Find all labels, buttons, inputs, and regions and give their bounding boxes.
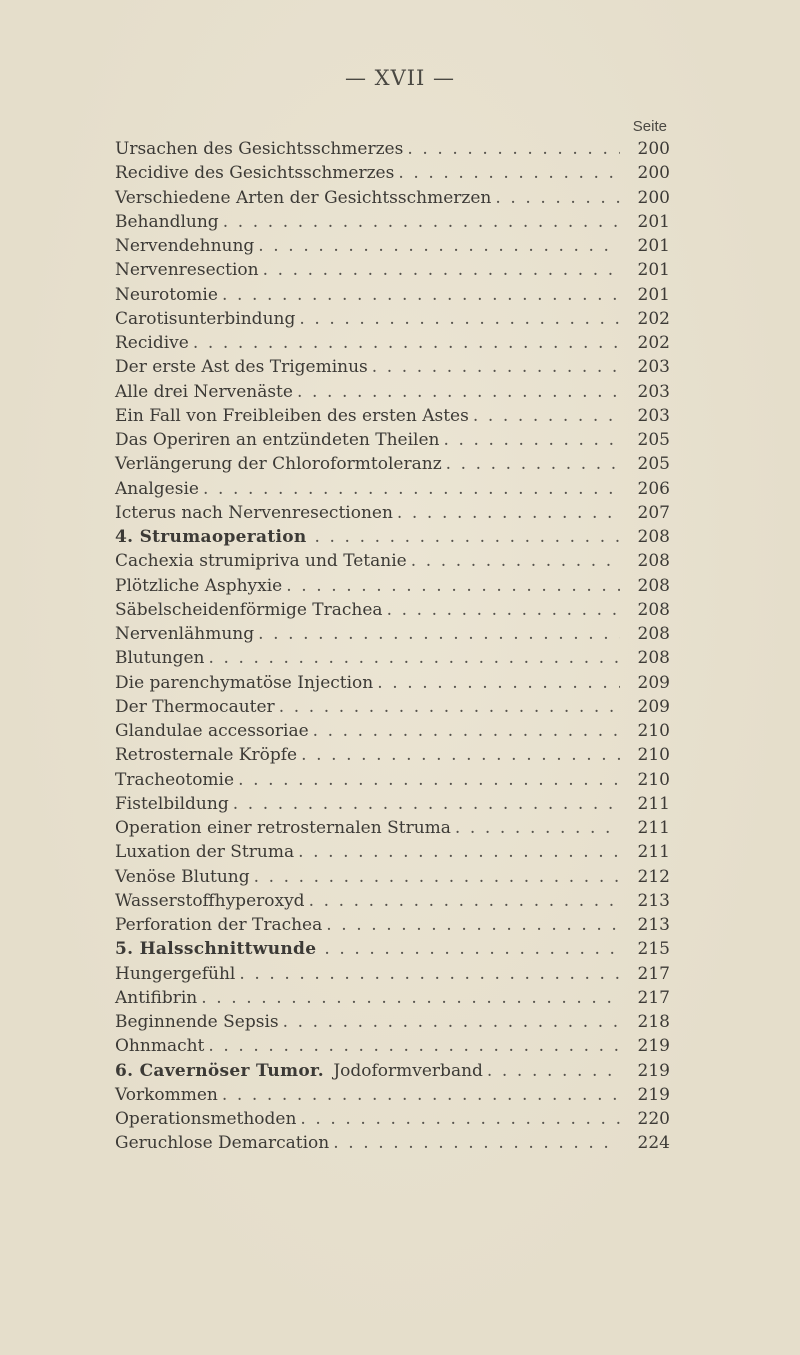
toc-entry-label [115, 768, 238, 792]
toc-entry-title: Vorkommen [115, 1084, 218, 1105]
toc-entry-label [115, 283, 222, 307]
toc-entry-label [115, 1107, 300, 1131]
toc-entry-page-number: 200 [637, 187, 670, 208]
toc-entry-label [115, 889, 309, 913]
toc-entry [115, 889, 670, 913]
dot-leader [309, 889, 620, 913]
toc-entry-title: Das Operiren an entzündeten Theilen [115, 430, 440, 450]
toc-entry-label [115, 525, 315, 549]
dot-leader [333, 1131, 620, 1155]
toc-entry-label [115, 792, 233, 816]
toc-entry-label [115, 258, 263, 282]
toc-entry-title: Verlängerung der Chloroformtoleranz [115, 454, 442, 475]
toc-entry [115, 792, 670, 816]
dot-leader [222, 283, 620, 307]
toc-entry-title: Wasserstoffhyperoxyd [115, 890, 305, 911]
dot-leader [279, 695, 620, 719]
toc-entry-label [115, 549, 411, 573]
dot-leader [411, 549, 620, 573]
toc-entry [115, 428, 670, 452]
toc-entry-label [115, 1131, 333, 1155]
toc-entry-title: Verschiedene Arten der Gesichtsschmerzen [115, 187, 492, 208]
toc-entry [115, 671, 670, 695]
toc-entry [115, 258, 670, 282]
dot-leader [299, 307, 620, 331]
toc-entry [115, 1131, 670, 1155]
toc-entry-label [115, 622, 258, 646]
toc-entry-label [115, 380, 297, 404]
dot-leader [258, 622, 620, 646]
toc-entry [115, 1059, 670, 1083]
toc-entry-title: Hungergefühl [115, 963, 236, 984]
toc-entry-page-number: 211 [637, 842, 670, 863]
toc-entry [115, 986, 670, 1010]
toc-entry [115, 331, 670, 355]
toc-entry-page-number: 211 [637, 818, 670, 838]
toc-entry-label [115, 962, 239, 986]
toc-entry-page-number: 218 [637, 1012, 670, 1032]
toc-entry-title: 5. Halsschnittwunde [115, 939, 317, 960]
toc-entry-page-number: 213 [637, 915, 670, 935]
toc-entry-label [115, 646, 209, 670]
toc-entry [115, 1107, 670, 1131]
dot-leader [326, 913, 620, 937]
toc-entry-label [115, 355, 372, 379]
toc-entry [115, 598, 670, 622]
toc-entry-page-number: 209 [637, 696, 670, 717]
toc-entry-title: Nervendehnung [115, 236, 255, 256]
toc-entry [115, 380, 670, 404]
toc-entry-title: Icterus nach Nervenresectionen [115, 502, 393, 523]
dot-leader [258, 234, 620, 258]
toc-entry [115, 695, 670, 719]
toc-entry-page-number: 208 [637, 599, 670, 620]
toc-entry-title: Perforation der Trachea [115, 915, 323, 935]
toc-entry-label [115, 671, 377, 695]
toc-entry-label [115, 331, 193, 355]
toc-entry-page-number: 212 [637, 866, 670, 887]
dot-leader [222, 1083, 620, 1107]
toc-entry-label [115, 137, 407, 161]
toc-entry-page-number: 205 [637, 454, 670, 475]
toc-entry-label [115, 719, 313, 743]
toc-entry-page-number: 208 [637, 648, 670, 669]
toc-entry [115, 768, 670, 792]
toc-entry-subtitle: Jodoformverband [333, 1060, 483, 1081]
toc-entry-title: Säbelscheidenförmige Trachea [115, 599, 383, 620]
toc-entry-page-number: 201 [637, 211, 670, 232]
toc-entry-title: 4. Strumaoperation [115, 527, 307, 547]
toc-entry-label [115, 477, 203, 501]
toc-entry-page-number: 209 [637, 672, 670, 693]
toc-entry-label [115, 234, 258, 258]
dot-leader [315, 525, 620, 549]
toc-entry [115, 307, 670, 331]
toc-entry-label [115, 307, 299, 331]
toc-entry-label [115, 937, 324, 961]
toc-entry-page-number: 217 [637, 987, 670, 1008]
toc-entry-title: Neurotomie [115, 284, 218, 305]
toc-entry [115, 743, 670, 767]
toc-entry-page-number: 201 [637, 284, 670, 305]
toc-entry [115, 525, 670, 549]
toc-entry [115, 161, 670, 185]
toc-entry [115, 622, 670, 646]
toc-entry-title: Der Thermocauter [115, 696, 275, 717]
dot-leader [301, 743, 620, 767]
toc-entry [115, 816, 670, 840]
toc-entry-title: Recidive [115, 333, 189, 353]
dot-leader [238, 768, 620, 792]
toc-entry-label [115, 186, 495, 210]
toc-entry-title: Die parenchymatöse Injection [115, 672, 374, 693]
toc-entry [115, 549, 670, 573]
toc-entry-title: Fistelbildung [115, 793, 229, 814]
dot-leader [201, 986, 620, 1010]
toc-entry-page-number: 200 [637, 163, 670, 184]
toc-entry-title: Plötzliche Asphyxie [115, 575, 283, 596]
dot-leader [223, 210, 620, 234]
dot-leader [283, 1010, 620, 1034]
toc-entry [115, 646, 670, 670]
toc-entry-page-number: 203 [637, 381, 670, 402]
dot-leader [203, 477, 620, 501]
toc-entry-page-number: 208 [637, 624, 670, 644]
toc-entry-title: Der erste Ast des Trigeminus [115, 357, 368, 378]
toc-entry-label [115, 452, 446, 476]
dot-leader [297, 380, 620, 404]
toc-entry-title: Recidive des Gesichtsschmerzes [115, 163, 395, 184]
toc-entry [115, 283, 670, 307]
toc-entry-title: Operation einer retrosternalen Struma [115, 818, 451, 838]
toc-entry-page-number: 203 [637, 405, 670, 426]
toc-entry [115, 962, 670, 986]
toc-entry-page-number: 217 [637, 963, 670, 984]
dot-leader [209, 646, 621, 670]
toc-entry-label [115, 865, 254, 889]
toc-entry [115, 719, 670, 743]
toc-entry-label [115, 743, 301, 767]
toc-entry-label [115, 695, 279, 719]
toc-entry-title: Geruchlose Demarcation [115, 1133, 330, 1154]
toc-entry-label [115, 598, 387, 622]
toc-entry-title: Glandulae accessoriae [115, 721, 309, 741]
toc-entry-title: Antifibrin [115, 987, 198, 1008]
toc-entry-page-number: 208 [637, 527, 670, 547]
toc-entry [115, 1034, 670, 1058]
dot-leader [398, 161, 620, 185]
toc-entry-title: Analgesie [115, 478, 199, 499]
toc-entry-page-number: 215 [637, 939, 670, 960]
toc-entry-title: Luxation der Struma [115, 842, 295, 863]
toc-entry-label [115, 501, 397, 525]
toc-entry-page-number: 202 [637, 333, 670, 353]
dot-leader [407, 137, 620, 161]
toc-entry-label [115, 428, 443, 452]
toc-entry [115, 1083, 670, 1107]
toc-entry-title: Operationsmethoden [115, 1109, 297, 1129]
dot-leader [446, 452, 620, 476]
toc-entry-title: Ein Fall von Freibleiben des ersten Astes [115, 405, 469, 426]
toc-entry-page-number: 205 [637, 430, 670, 450]
running-head: — XVII — [344, 66, 456, 90]
toc-entry-page-number: 207 [637, 502, 670, 523]
toc-entry [115, 501, 670, 525]
toc-entry-title: Venöse Blutung [115, 866, 250, 887]
toc-entry-title: Ursachen des Gesichtsschmerzes [115, 139, 404, 159]
toc-entry [115, 865, 670, 889]
toc-entry-label [115, 210, 223, 234]
toc-entry-page-number: 210 [637, 721, 670, 741]
toc-entry-title: Nervenlähmung [115, 624, 255, 644]
dot-leader [443, 428, 620, 452]
toc-entry [115, 1010, 670, 1034]
dot-leader [313, 719, 620, 743]
table-of-contents [115, 137, 670, 1156]
toc-entry-page-number: 202 [637, 308, 670, 329]
toc-entry [115, 404, 670, 428]
toc-entry [115, 913, 670, 937]
toc-entry [115, 574, 670, 598]
dot-leader [208, 1034, 620, 1058]
toc-entry-label [115, 1059, 487, 1083]
dot-leader [473, 404, 620, 428]
toc-entry-title: Beginnende Sepsis [115, 1012, 279, 1032]
toc-entry-title: Alle drei Nervenäste [115, 381, 293, 402]
toc-entry-page-number: 211 [637, 793, 670, 814]
dot-leader [233, 792, 620, 816]
toc-entry-label [115, 1010, 283, 1034]
toc-entry [115, 477, 670, 501]
toc-entry-page-number: 210 [637, 769, 670, 790]
dot-leader [298, 840, 620, 864]
toc-entry-label [115, 574, 286, 598]
toc-entry-page-number: 210 [637, 745, 670, 766]
toc-entry-label [115, 1034, 208, 1058]
dot-leader [372, 355, 620, 379]
dot-leader [387, 598, 620, 622]
toc-entry-label [115, 986, 201, 1010]
toc-entry-page-number: 219 [637, 1036, 670, 1057]
toc-entry-page-number: 224 [637, 1133, 670, 1154]
toc-entry-title: Behandlung [115, 211, 219, 232]
toc-entry-page-number: 219 [637, 1084, 670, 1105]
toc-entry [115, 210, 670, 234]
toc-entry-label [115, 816, 455, 840]
dot-leader [300, 1107, 620, 1131]
toc-entry [115, 840, 670, 864]
dot-leader [263, 258, 620, 282]
toc-entry-label [115, 840, 298, 864]
dot-leader [254, 865, 620, 889]
dot-leader [487, 1059, 620, 1083]
toc-entry-page-number: 200 [637, 139, 670, 159]
toc-entry-title: Ohnmacht [115, 1036, 205, 1057]
toc-entry-page-number: 220 [637, 1109, 670, 1129]
dot-leader [193, 331, 620, 355]
dot-leader [239, 962, 620, 986]
toc-entry-page-number: 208 [637, 575, 670, 596]
toc-entry-page-number: 203 [637, 357, 670, 378]
dot-leader [324, 937, 620, 961]
dot-leader [286, 574, 620, 598]
toc-entry-page-number: 206 [637, 478, 670, 499]
toc-entry-page-number: 213 [637, 890, 670, 911]
toc-entry-title: Carotisunterbindung [115, 308, 296, 329]
toc-entry-label [115, 913, 326, 937]
toc-entry-label [115, 161, 398, 185]
toc-entry [115, 234, 670, 258]
toc-entry-page-number: 208 [637, 551, 670, 572]
toc-entry-label [115, 404, 473, 428]
toc-entry-title: Retrosternale Kröpfe [115, 745, 298, 766]
toc-entry [115, 355, 670, 379]
toc-entry-label [115, 1083, 222, 1107]
toc-entry-page-number: 201 [637, 260, 670, 281]
dot-leader [377, 671, 620, 695]
dot-leader [455, 816, 620, 840]
toc-entry-page-number: 219 [637, 1060, 670, 1081]
toc-entry-title: Cachexia strumipriva und Tetanie [115, 551, 407, 572]
toc-entry-page-number: 201 [637, 236, 670, 256]
toc-entry [115, 186, 670, 210]
toc-entry [115, 937, 670, 961]
page-column-heading: Seite [632, 118, 667, 135]
toc-entry-title: Nervenresection [115, 260, 259, 281]
dot-leader [495, 186, 620, 210]
toc-entry-title: Tracheotomie [115, 769, 235, 790]
dot-leader [397, 501, 620, 525]
toc-entry [115, 452, 670, 476]
toc-entry-title: 6. Cavernöser Tumor. [115, 1060, 324, 1081]
toc-entry [115, 137, 670, 161]
toc-entry-title: Blutungen [115, 648, 205, 669]
